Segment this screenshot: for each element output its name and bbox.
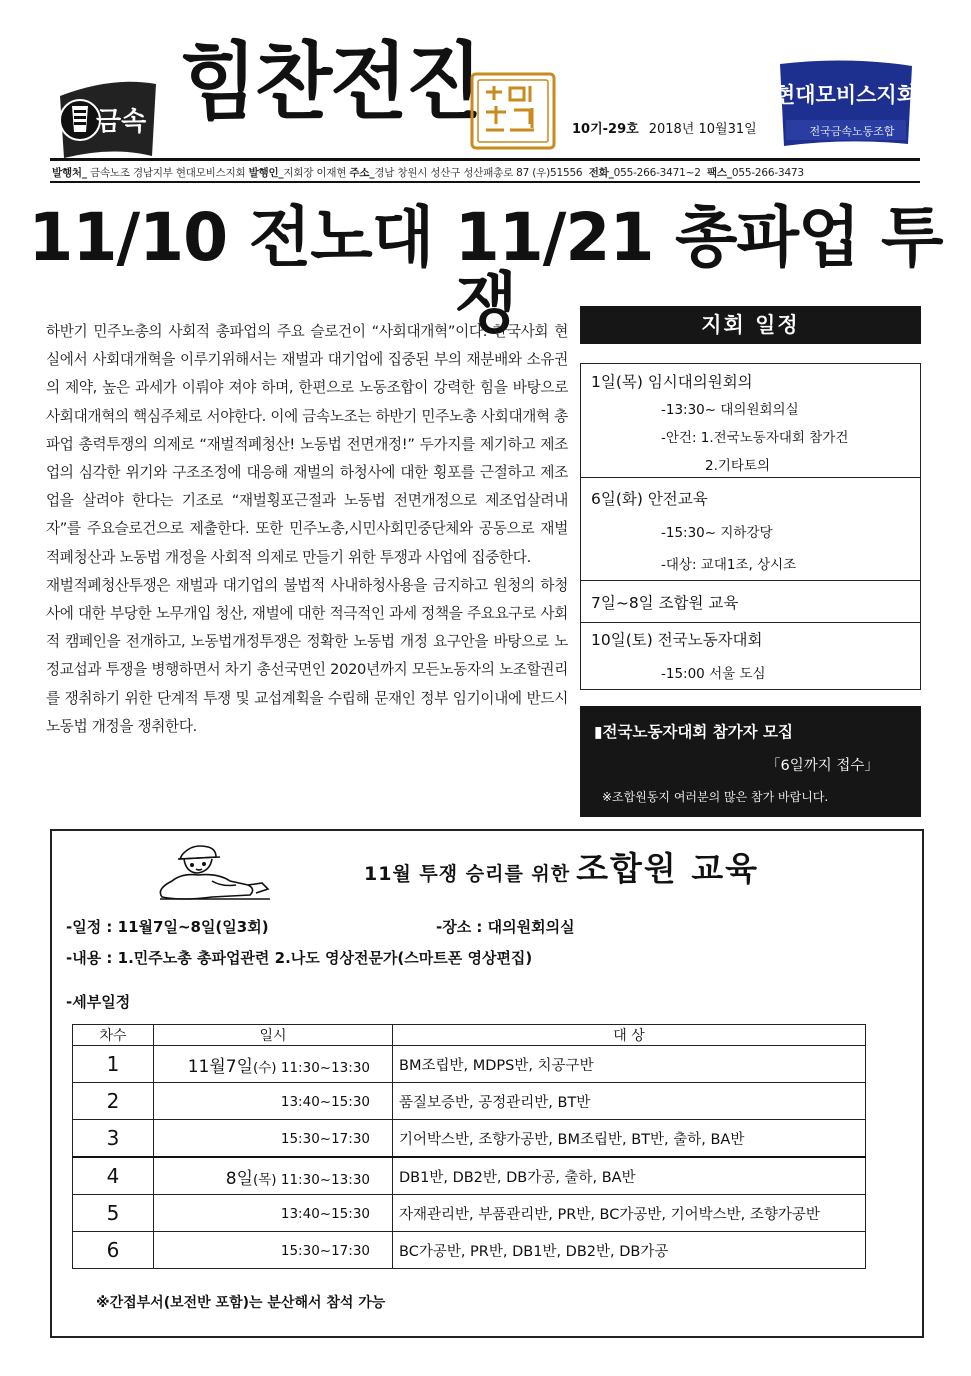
fax-value: 055-266-3473 [731,167,804,179]
table-header: 일시 [154,1025,393,1046]
table-row [73,1232,866,1269]
article-body [46,318,568,741]
row-number: 3 [73,1120,154,1158]
recruitment-title: ▮전국노동자대회 참가자 모집 [594,723,793,741]
row-datetime [154,1120,393,1158]
schedule-item-line: 2.기타토의 [705,458,771,474]
table-row [73,1046,866,1083]
education-note: ※간접부서(보전반 포함)는 분산해서 참석 가능 [96,1295,386,1311]
row-target: BC가공반, PR반, DB1반, DB2반, DB가공 [393,1232,866,1269]
article-paragraph: 하반기 민주노총의 사회적 총파업의 주요 슬로건이 “사회대개혁”이다. 한국사회 현실에서 사회대개혁을 이루기위해서는 재벌과 대기업에 집중된 부의 재분배와 소유권의 제약, 높은 과세가 이뤄야 져야 하며, 한편으로 노동조합이 강력한 힘을 바탕으로 사회대개혁의 핵심주체로 서야한다. 이에 금속노조는 하반기 민주노총 사회대개혁 총파업 총력투쟁의 의제로 “재벌적폐청산! 노동법 전면개정!” 두가지를 제기하고 제조업의 심각한 위기와 구조조정에 대응해 재벌의 하청사에 대한 횡포를 근절하고 제조업을 살려야 한다는 기조로 “재벌횡포근절과 노동법 전면개정으로 제조업살려내자”를 주요슬로건으로 제출한다. 또한 민주노총,시민사회민중단체와 공동으로 재벌적폐청산과 노동법 개정을 사회적 의제로 만들기 위한 투쟁과 사업에 집중한다. [46,323,568,566]
schedule-item-line: -15:30~ 지하강당 [661,525,773,541]
row-datetime [154,1232,393,1269]
issue-date: 2018년 10월31일 [648,122,757,137]
issuer-value: 지회장 이재현 [283,167,347,179]
divider [50,181,920,183]
row-number: 4 [73,1157,154,1195]
row-target: 기어박스반, 조향가공반, BM조립반, BT반, 출하, BA반 [393,1120,866,1158]
schedule-item-line: -15:00 서울 도심 [661,666,766,682]
row-target: 품질보증반, 공정관리반, BT반 [393,1083,866,1120]
row-datetime [154,1083,393,1120]
issue-info [572,118,757,137]
row-datetime [154,1157,393,1195]
table-row [73,1195,866,1232]
row-number: 1 [73,1046,154,1083]
education-detail-label: -세부일정 [66,993,131,1011]
table-row [73,1120,866,1158]
row-datetime [154,1195,393,1232]
phone-label: 전화_ [588,167,614,179]
row-number: 5 [73,1195,154,1232]
education-place: -장소 : 대의원회의실 [436,918,575,936]
recruitment-box [580,706,921,817]
logo-text: 금속 [96,107,147,137]
row-time: 13:40~15:30 [280,1094,370,1110]
schedule-item [581,477,920,581]
recruitment-note: ※조합원동지 여러분의 많은 참가 바랍니다. [602,790,829,804]
row-time: 11:30~13:30 [280,1171,370,1188]
education-box [50,829,924,1338]
fax-label: 팩스_ [706,167,732,179]
address-value: 경남 창원시 성산구 성산패총로 87 (우)51556 [374,167,583,179]
publisher-label: 발행처_ [52,167,87,179]
divider [50,158,920,161]
union-seal [470,72,556,150]
schedule-item [581,364,920,478]
recruitment-deadline: 「6일까지 접수」 [766,758,879,774]
table-row [73,1083,866,1120]
schedule-header: 지회 일정 [580,306,921,344]
row-time: 13:40~15:30 [280,1206,370,1222]
union-logo [52,58,162,168]
schedule-item-title: 1일(목) 임시대의원회의 [591,373,753,391]
education-title-big: 조합원 교육 [576,849,760,888]
row-day: 8일 [225,1168,253,1189]
education-date: -일정 : 11월7일~8일(일3회) [66,918,269,936]
row-weekday: (목) [253,1171,277,1188]
row-target: 자재관리반, 부품관리반, PR반, BC가공반, 기어박스반, 조향가공반 [393,1195,866,1232]
row-weekday: (수) [253,1059,277,1076]
education-title [364,843,759,890]
newsletter-title: 힘찬전진 [180,33,481,131]
schedule-item-line: -대상: 교대1조, 상시조 [661,557,797,573]
row-datetime [154,1046,393,1083]
table-row [73,1157,866,1195]
schedule-box [580,363,921,690]
worker-illustration [152,841,292,905]
schedule-item-title: 10일(토) 전국노동자대회 [591,631,763,649]
schedule-item [581,580,920,623]
schedule-item-title: 7일~8일 조합원 교육 [591,594,739,612]
row-target: BM조립반, MDPS반, 치공구반 [393,1046,866,1083]
address-label: 주소_ [349,167,375,179]
branch-flag-logo [776,58,916,150]
row-number: 6 [73,1232,154,1269]
row-target: DB1반, DB2반, DB가공, 출하, BA반 [393,1157,866,1195]
education-title-small: 11월 투쟁 승리를 위한 [364,863,571,885]
schedule-item [581,622,920,689]
issuer-label: 발행인_ [248,167,284,179]
schedule-item-line: -안건: 1.전국노동자대회 참가건 [661,430,849,446]
row-number: 2 [73,1083,154,1120]
table-body [73,1046,866,1269]
row-day: 11월7일 [187,1056,253,1077]
phone-value: 055-266-3471~2 [613,167,701,179]
education-schedule-table [72,1024,866,1269]
publisher-info [52,165,922,180]
flag-subtext: 전국금속노동조합 [809,125,895,138]
schedule-item-title: 6일(화) 안전교육 [591,490,708,508]
row-time: 11:30~13:30 [280,1059,370,1076]
issue-number: 10기-29호 [572,122,639,137]
table-header: 대 상 [393,1025,866,1046]
row-time: 15:30~17:30 [280,1131,370,1147]
table-header: 차수 [73,1025,154,1046]
schedule-item-line: -13:30~ 대의원회의실 [661,402,799,418]
row-time: 15:30~17:30 [280,1243,370,1259]
publisher-value: 금속노조 경남지부 현대모비스지회 [90,167,246,179]
flag-text: 현대모비스지회 [776,83,916,107]
education-content: -내용 : 1.민주노총 총파업관련 2.나도 영상전문가(스마트폰 영상편집) [66,949,533,967]
headline: 11/10 전노대 11/21 총파업 투쟁 [28,199,943,342]
article-paragraph: 재벌적폐청산투쟁은 재벌과 대기업의 불법적 사내하청사용을 금지하고 원청의 하청사에 대한 부당한 노무개입 청산, 재벌에 대한 적극적인 과세 정책을 주요요구로 사회적 캠페인을 전개하고, 노동법개정투쟁은 정확한 노동법 개정 요구안을 바탕으로 노정교섭과 투쟁을 병행하면서 차기 총선국면인 2020년까지 모든노동자의 노조할권리를 쟁취하기 위한 단계적 투쟁 및 교섭계획을 수립해 문재인 정부 임기이내에 반드시 노동법 개정을 쟁취한다. [46,576,568,735]
